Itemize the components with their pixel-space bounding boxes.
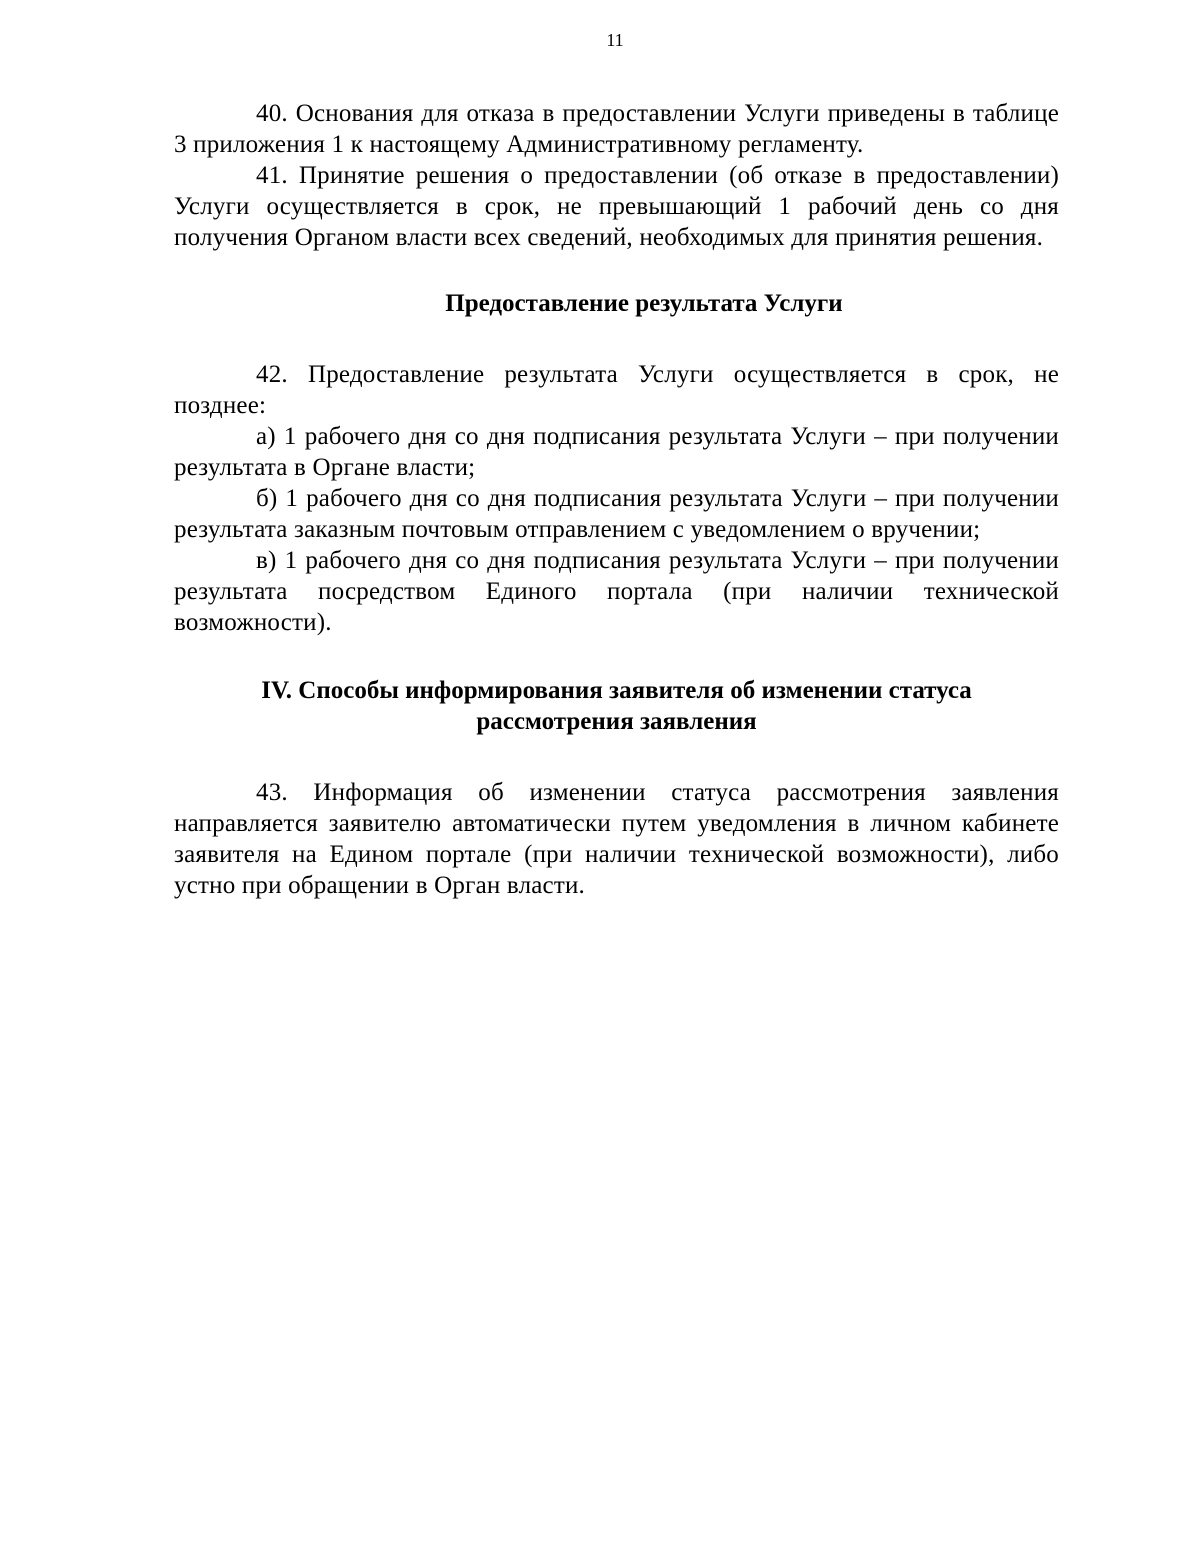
heading-section-iv [174, 675, 1059, 737]
paragraph-42-v: в) 1 рабочего дня со дня подписания результата Услуги – при получении результата посредством Единого портала (при наличии технической возможности). [174, 547, 1059, 636]
paragraph-42-a: а) 1 рабочего дня со дня подписания результата Услуги – при получении результата в Органе власти; [174, 423, 1059, 481]
paragraph-43: 43. Информация об изменении статуса рассмотрения заявления направляется заявителю автоматически путем уведомления в личном кабинете заявителя на Едином портале (при наличии технической возможности), либо устно при обращении в Орган власти. [174, 779, 1059, 899]
paragraph-40: 40. Основания для отказа в предоставлении Услуги приведены в таблице 3 приложения 1 к настоящему Административному регламенту. [174, 100, 1059, 158]
paragraph-42: 42. Предоставление результата Услуги осуществляется в срок, не позднее: [174, 361, 1059, 419]
heading-result-provision: Предоставление результата Услуги [445, 290, 843, 317]
heading-section-iv-line2: рассмотрения заявления [476, 708, 757, 735]
paragraph-42-b: б) 1 рабочего дня со дня подписания результата Услуги – при получении результата заказным почтовым отправлением с уведомлением о вручении; [174, 485, 1059, 543]
paragraph-41: 41. Принятие решения о предоставлении (об отказе в предоставлении) Услуги осуществляется в срок, не превышающий 1 рабочий день со дня получения Органом власти всех сведений, необходимых для принятия решения. [174, 162, 1059, 251]
heading-section-iv-line1: IV. Способы информирования заявителя об изменении статуса [261, 677, 972, 704]
document-body [174, 98, 1059, 901]
page-number: 11 [606, 30, 624, 50]
